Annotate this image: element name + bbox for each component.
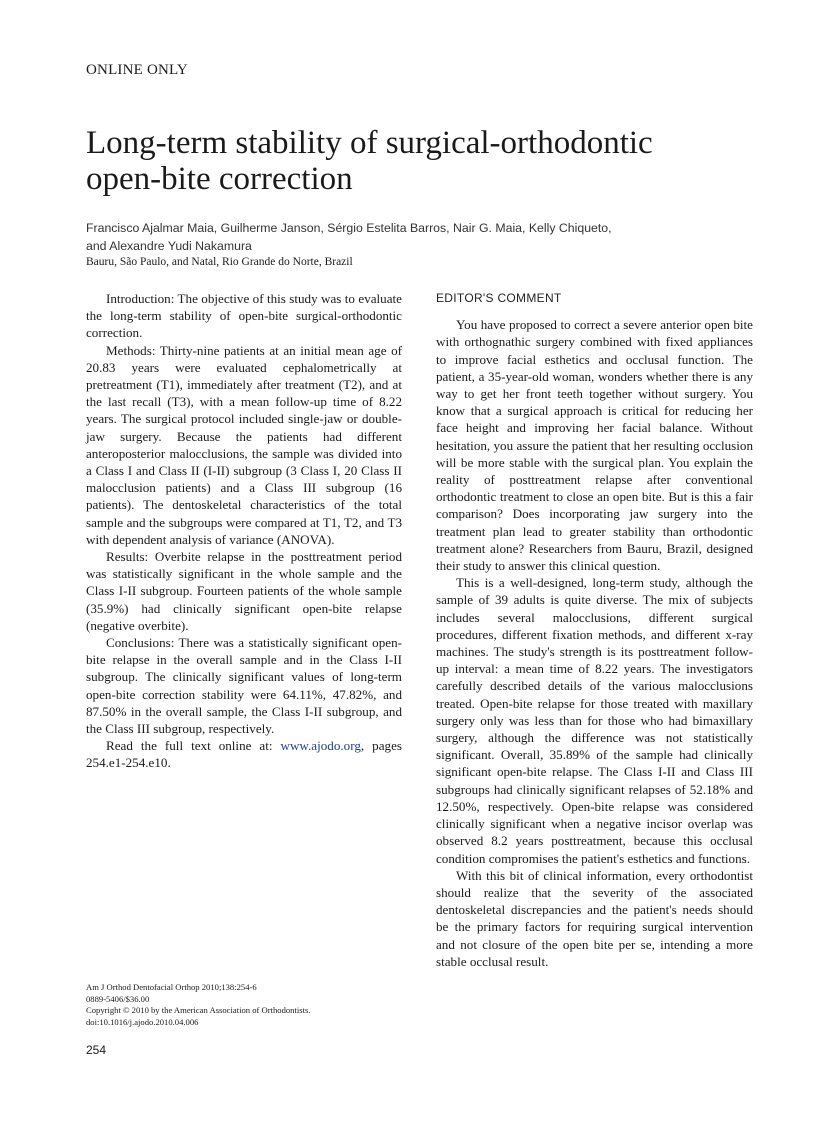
- authors-line-1: Francisco Ajalmar Maia, Guilherme Janson, Sérgio Estelita Barros, Nair G. Maia, Kelly Chiqueto,: [86, 221, 612, 235]
- page-number: 254: [86, 1043, 107, 1057]
- copyright-notice: Copyright © 2010 by the American Association of Orthodontists.: [86, 1005, 311, 1015]
- abstract-introduction: Introduction: The objective of this study was to evaluate the long-term stability of open-bite surgical-orthodontic correction.: [86, 291, 402, 341]
- journal-citation: Am J Orthod Dentofacial Orthop 2010;138:254-6: [86, 982, 257, 992]
- editor-paragraph-3: With this bit of clinical information, every orthodontist should realize that the severity of the associated dentoskeletal discrepancies and the patient's needs should be the primary factors for requiring surgical intervention and not closure of the open bite per se, intending a more stable occlusal result.: [436, 867, 753, 969]
- author-list: [86, 220, 726, 255]
- read-more: [86, 737, 402, 771]
- title-line-2: open-bite correction: [86, 161, 353, 197]
- abstract-conclusions: Conclusions: There was a statistically significant open-bite relapse in the overall sample and in the Class I-II subgroup. The clinically significant values of long-term open-bite correction stability were 64.11%, 47.82%, and 87.50% in the overall sample, the Class I-II subgroup, and the Class III subgroup, respectively.: [86, 635, 402, 737]
- doi: doi:10.1016/j.ajodo.2010.04.006: [86, 1016, 199, 1027]
- article-title: [86, 125, 766, 197]
- read-more-prefix: Read the full text online at:: [106, 738, 281, 754]
- read-more-suffix: , pages 254.e1-254.e10.: [86, 738, 402, 771]
- title-line-1: Long-term stability of surgical-orthodontic: [86, 125, 653, 161]
- price-code: 0889-5406/$36.00: [86, 993, 150, 1004]
- section-label: ONLINE ONLY: [86, 62, 188, 78]
- abstract-column: [86, 290, 402, 772]
- authors-line-2: and Alexandre Yudi Nakamura: [86, 238, 252, 253]
- editor-comment-column: [436, 290, 753, 970]
- editor-comment-heading: EDITOR'S COMMENT: [436, 291, 562, 305]
- citation-footer: [86, 982, 402, 1028]
- editor-paragraph-2: This is a well-designed, long-term study, although the sample of 39 adults is quite diverse. The mix of subjects includes several malocclusions, different surgical procedures, different fixation methods, and different x-ray machines. The study's strength is its posttreatment follow-up interval: a mean time of 8.22 years. The investigators carefully described details of the various malocclusions treated. Open-bite relapse for those treated with maxillary surgery only was less than for those who had bimaxillary surgery, although the difference was not statistically significant. Overall, 35.89% of the sample had clinically significant open-bite relapse. The Class I-II and Class III subgroups had clinically significant relapses of 52.18% and 12.50%, respectively. Open-bite relapse was considered clinically significant when a negative incisor overlap was observed 8.2 years posttreatment, because this occlusal condition compromises the patient's esthetics and functions.: [436, 575, 753, 866]
- editor-paragraph-1: You have proposed to correct a severe anterior open bite with orthognathic surgery combined with fixed appliances to improve facial esthetics and occlusal function. The patient, a 35-year-old woman, wonders whether there is any way to get her front teeth together without surgery. You know that a surgical approach is critical for reducing her face height and improving her facial balance. Without hesitation, you assure the patient that her resulting occlusion will be more stable with the surgical plan. You explain the reality of posttreatment relapse after conventional orthodontic treatment to close an open bite. But is this a fair comparison? Does incorporating jaw surgery into the treatment plan lead to greater stability than orthodontic treatment alone? Researchers from Bauru, Brazil, designed their study to answer this clinical question.: [436, 317, 753, 574]
- abstract-methods: Methods: Thirty-nine patients at an initial mean age of 20.83 years were evaluated cephalometrically at pretreatment (T1), immediately after treatment (T2), and at the last recall (T3), with a mean follow-up time of 8.22 years. The surgical protocol included single-jaw or double-jaw surgery. Because the patients had different anteroposterior malocclusions, the sample was divided into a Class I and Class II (I-II) subgroup (3 Class I, 20 Class II malocclusion patients) and a Class III subgroup (16 patients). The dentoskeletal characteristics of the total sample and the subgroups were compared at T1, T2, and T3 with dependent analysis of variance (ANOVA).: [86, 342, 402, 547]
- ajodo-link[interactable]: www.ajodo.org: [280, 738, 361, 754]
- abstract-results: Results: Overbite relapse in the posttreatment period was statistically significant in the whole sample and the Class I-II subgroup. Fourteen patients of the whole sample (35.9%) had clinically significant open-bite relapse (negative overbite).: [86, 549, 402, 633]
- affiliation: Bauru, São Paulo, and Natal, Rio Grande do Norte, Brazil: [86, 256, 353, 268]
